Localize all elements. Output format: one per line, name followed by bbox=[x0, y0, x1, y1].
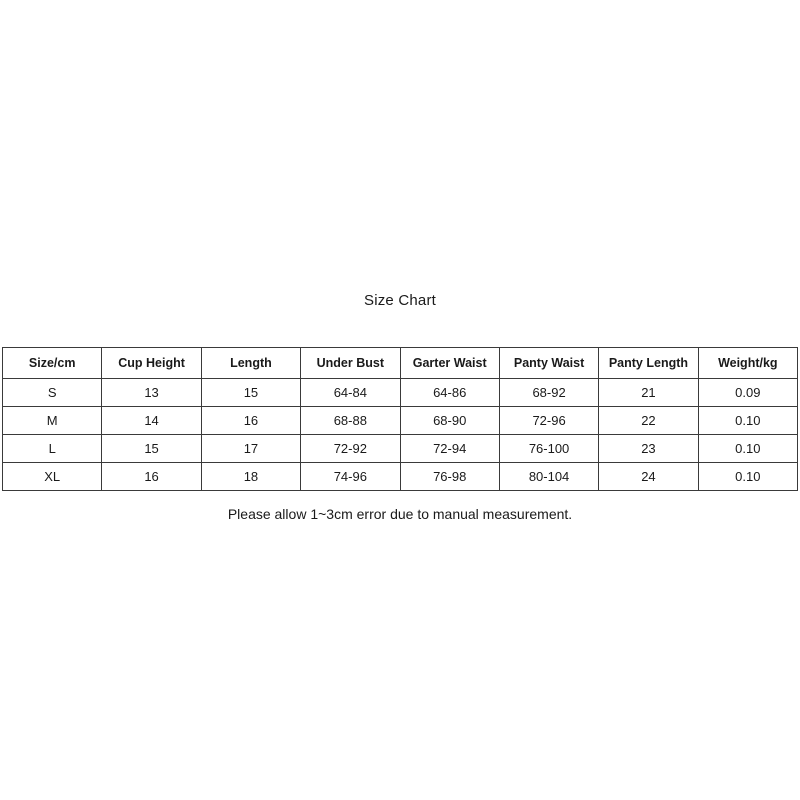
cell-under-bust: 72-92 bbox=[301, 435, 400, 463]
table-row bbox=[3, 463, 798, 491]
cell-weight: 0.10 bbox=[698, 463, 797, 491]
cell-length: 17 bbox=[201, 435, 300, 463]
cell-garter-waist: 76-98 bbox=[400, 463, 499, 491]
header-weight: Weight/kg bbox=[698, 348, 797, 379]
cell-length: 16 bbox=[201, 407, 300, 435]
size-table bbox=[2, 347, 798, 491]
cell-panty-length: 24 bbox=[599, 463, 698, 491]
header-under-bust: Under Bust bbox=[301, 348, 400, 379]
cell-size: XL bbox=[3, 463, 102, 491]
cell-under-bust: 64-84 bbox=[301, 379, 400, 407]
cell-weight: 0.10 bbox=[698, 407, 797, 435]
cell-weight: 0.10 bbox=[698, 435, 797, 463]
header-panty-waist: Panty Waist bbox=[499, 348, 598, 379]
cell-garter-waist: 72-94 bbox=[400, 435, 499, 463]
cell-panty-length: 22 bbox=[599, 407, 698, 435]
cell-panty-waist: 80-104 bbox=[499, 463, 598, 491]
header-panty-length: Panty Length bbox=[599, 348, 698, 379]
cell-cup-height: 15 bbox=[102, 435, 201, 463]
cell-cup-height: 14 bbox=[102, 407, 201, 435]
cell-size: M bbox=[3, 407, 102, 435]
header-length: Length bbox=[201, 348, 300, 379]
header-size: Size/cm bbox=[3, 348, 102, 379]
header-garter-waist: Garter Waist bbox=[400, 348, 499, 379]
measurement-note: Please allow 1~3cm error due to manual measurement. bbox=[227, 506, 573, 522]
cell-garter-waist: 64-86 bbox=[400, 379, 499, 407]
table-row bbox=[3, 407, 798, 435]
cell-length: 15 bbox=[201, 379, 300, 407]
cell-under-bust: 68-88 bbox=[301, 407, 400, 435]
cell-panty-waist: 76-100 bbox=[499, 435, 598, 463]
chart-title: Size Chart bbox=[363, 292, 437, 309]
cell-panty-length: 23 bbox=[599, 435, 698, 463]
cell-panty-length: 21 bbox=[599, 379, 698, 407]
cell-panty-waist: 68-92 bbox=[499, 379, 598, 407]
cell-size: S bbox=[3, 379, 102, 407]
table-row bbox=[3, 435, 798, 463]
cell-size: L bbox=[3, 435, 102, 463]
header-row bbox=[3, 348, 798, 379]
cell-garter-waist: 68-90 bbox=[400, 407, 499, 435]
cell-panty-waist: 72-96 bbox=[499, 407, 598, 435]
header-cup-height: Cup Height bbox=[102, 348, 201, 379]
cell-weight: 0.09 bbox=[698, 379, 797, 407]
cell-cup-height: 16 bbox=[102, 463, 201, 491]
cell-length: 18 bbox=[201, 463, 300, 491]
cell-cup-height: 13 bbox=[102, 379, 201, 407]
table-row bbox=[3, 379, 798, 407]
cell-under-bust: 74-96 bbox=[301, 463, 400, 491]
